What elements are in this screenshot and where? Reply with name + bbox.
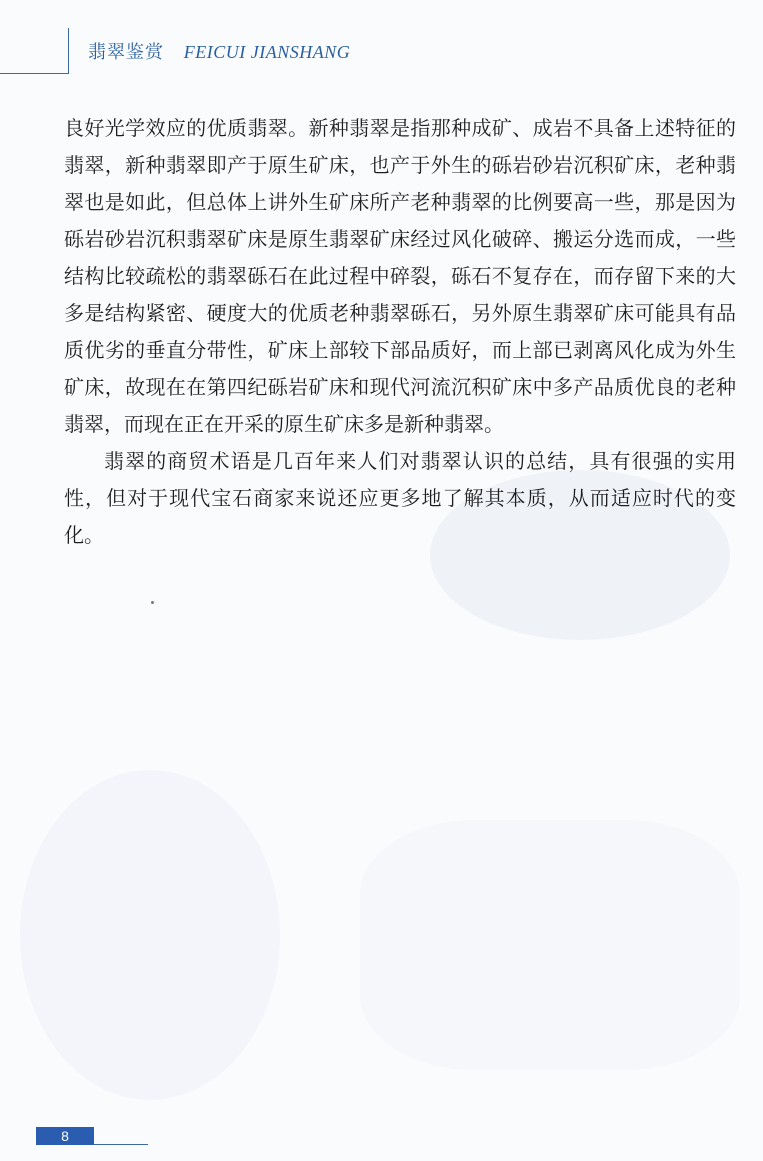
page-number: 8 (61, 1128, 69, 1144)
paragraph: 翡翠的商贸术语是几百年来人们对翡翠认识的总结，具有很强的实用性，但对于现代宝石商家来说还应更多地了解其本质，从而适应时代的变化。 (64, 449, 736, 547)
header-title-pinyin: FEICUI JIANSHANG (183, 42, 351, 62)
header-title-chinese: 翡翠鉴赏 (88, 42, 164, 63)
footer-rule (94, 1144, 148, 1145)
body-text (64, 110, 736, 554)
header-vertical-rule (68, 28, 69, 74)
bleed-through-shadow (20, 770, 280, 1100)
speck (151, 601, 154, 604)
paragraph: 良好光学效应的优质翡翠。新种翡翠是指那种成矿、成岩不具备上述特征的翡翠，新种翡翠即产于原生矿床，也产于外生的砾岩砂岩沉积矿床，老种翡翠也是如此，但总体上讲外生矿床所产老种翡翠的比例要高一些，那是因为砾岩砂岩沉积翡翠矿床是原生翡翠矿床经过风化破碎、搬运分选而成，一些结构比较疏松的翡翠砾石在此过程中碎裂，砾石不复存在，而存留下来的大多是结构紧密、硬度大的优质老种翡翠砾石，另外原生翡翠矿床可能具有品质优劣的垂直分带性，矿床上部较下部品质好，而上部已剥离风化成为外生矿床，故现在在第四纪砾岩矿床和现代河流沉积矿床中多产品质优良的老种翡翠，而现在正在开采的原生矿床多是新种翡翠。 (64, 116, 736, 436)
header-horizontal-rule (0, 73, 69, 74)
running-header (88, 40, 350, 65)
bleed-through-shadow (360, 820, 740, 1070)
